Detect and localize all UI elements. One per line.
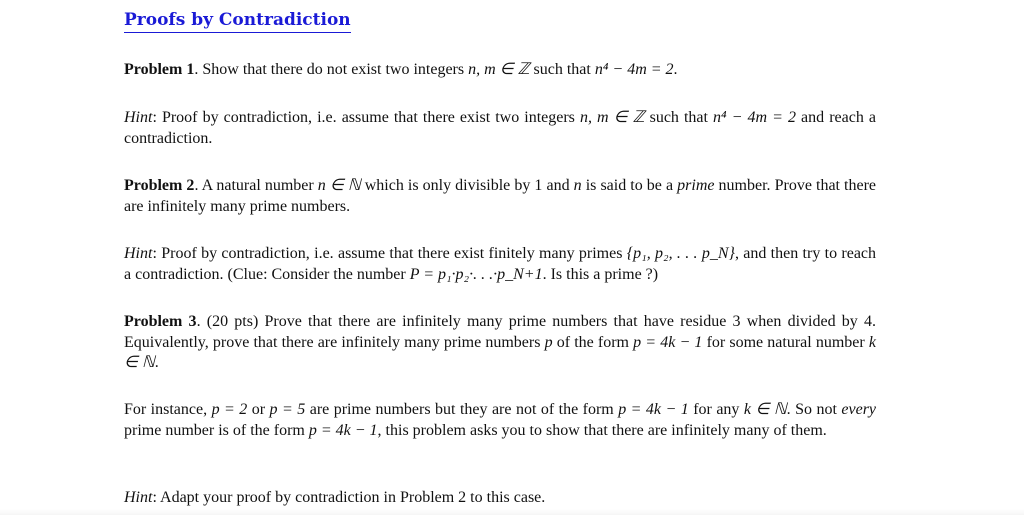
page-bottom-edge xyxy=(0,509,1024,515)
hint-1-label: Hint xyxy=(124,109,153,126)
problem-2: Problem 2. A natural number n ∈ ℕ which is only divisible by 1 and n is said to be a prime number. Prove that there are infinitely many prime numbers. xyxy=(124,177,877,215)
problem-3-label: Problem 3 xyxy=(124,313,197,330)
problem-3: Problem 3. (20 pts) Prove that there are infinitely many prime numbers that have residue 3 when divided by 4. Equivalently, prove that there are infinitely many prime numbers p of the form p = 4k − 1 for some natural number k ∈ ℕ. xyxy=(124,313,877,371)
problem-1-label: Problem 1 xyxy=(124,61,195,78)
hint-3-label: Hint xyxy=(124,489,153,506)
hint-2-label: Hint xyxy=(124,245,153,262)
document-page xyxy=(124,10,877,506)
hint-1: Hint: Proof by contradiction, i.e. assume that there exist two integers n, m ∈ ℤ such that n⁴ − 4m = 2 and reach a contradiction. xyxy=(124,109,876,147)
hint-3: Hint: Adapt your proof by contradiction in Problem 2 to this case. xyxy=(124,489,546,506)
instance-paragraph: For instance, p = 2 or p = 5 are prime numbers but they are not of the form p = 4k − 1 for any k ∈ ℕ. So not every prime number is of the form p = 4k − 1, this problem asks you to show that there are infinitely many of them. xyxy=(124,401,877,439)
page-title: Proofs by Contradiction xyxy=(124,10,351,33)
problem-2-label: Problem 2 xyxy=(124,177,195,194)
hint-2: Hint: Proof by contradiction, i.e. assume that there exist finitely many primes {p₁, p₂, . . . p_N}, and then try to reach a contradiction. (Clue: Consider the number P = p₁·p₂·. . .·p_N+1. Is this a prime ?) xyxy=(124,245,877,283)
problem-1: Problem 1. Show that there do not exist two integers n, m ∈ ℤ such that n⁴ − 4m = 2. xyxy=(124,61,678,78)
